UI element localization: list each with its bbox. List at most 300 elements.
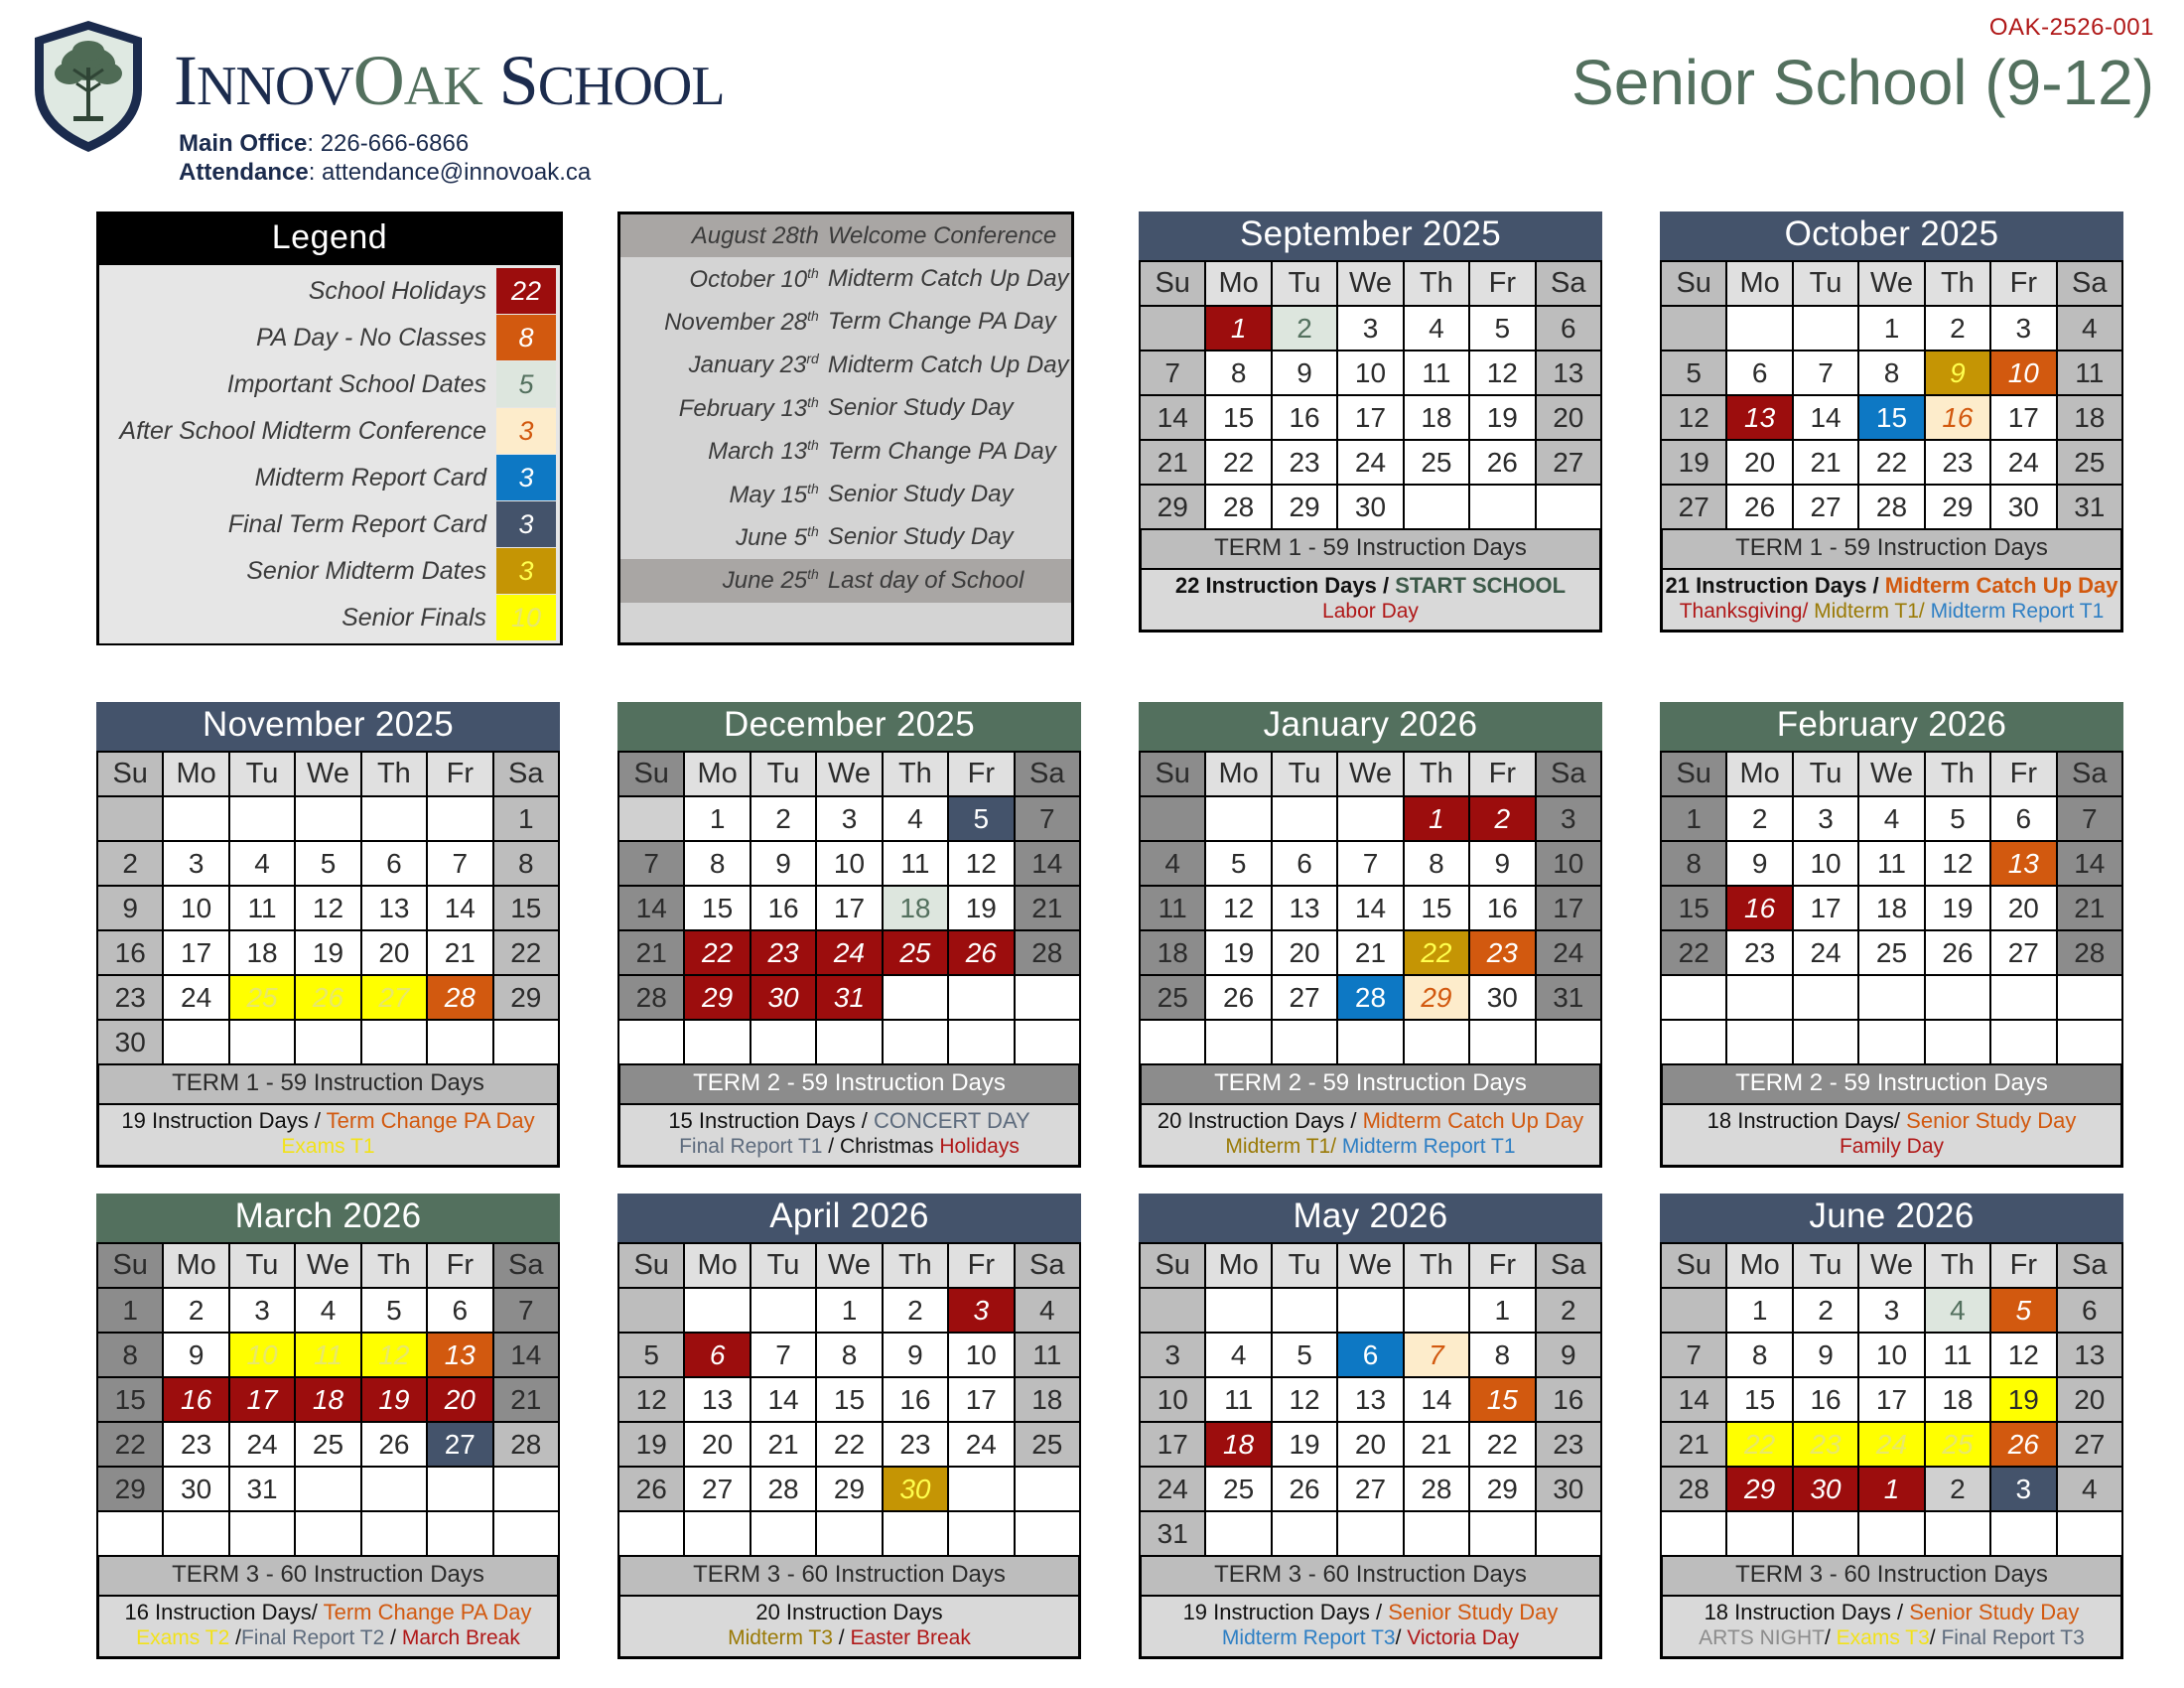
day-cell[interactable]: 5 [1925,796,1990,841]
day-cell[interactable]: 24 [1990,440,2056,485]
day-cell[interactable]: 23 [97,975,163,1020]
day-cell[interactable]: 26 [618,1467,684,1511]
day-cell[interactable]: 20 [1536,395,1601,440]
day-cell[interactable]: 24 [948,1422,1014,1467]
day-cell[interactable]: 28 [1015,930,1080,975]
day-cell[interactable]: 20 [361,930,427,975]
day-cell[interactable]: 6 [1272,841,1337,886]
day-cell[interactable]: 1 [97,1288,163,1333]
day-cell[interactable]: 3 [1140,1333,1205,1377]
day-cell[interactable]: 11 [883,841,948,886]
day-cell[interactable]: 18 [1015,1377,1080,1422]
day-cell[interactable]: 30 [1337,485,1403,529]
day-cell[interactable]: 29 [1925,485,1990,529]
day-cell[interactable]: 5 [1205,841,1271,886]
day-cell[interactable]: 25 [883,930,948,975]
day-cell[interactable]: 19 [1990,1377,2056,1422]
day-cell[interactable]: 30 [883,1467,948,1511]
day-cell[interactable]: 28 [1404,1467,1469,1511]
day-cell[interactable]: 21 [427,930,492,975]
day-cell[interactable]: 19 [1661,440,1726,485]
day-cell[interactable]: 25 [1925,1422,1990,1467]
day-cell[interactable]: 24 [1140,1467,1205,1511]
day-cell[interactable]: 8 [1205,351,1271,395]
day-cell[interactable]: 16 [163,1377,228,1422]
day-cell[interactable]: 8 [493,841,559,886]
day-cell[interactable]: 23 [883,1422,948,1467]
day-cell[interactable]: 27 [1793,485,1858,529]
day-cell[interactable]: 3 [1990,306,2056,351]
day-cell[interactable]: 17 [1140,1422,1205,1467]
day-cell[interactable]: 13 [1337,1377,1403,1422]
day-cell[interactable]: 12 [295,886,360,930]
day-cell[interactable]: 24 [816,930,882,975]
day-cell[interactable]: 11 [2057,351,2122,395]
day-cell[interactable]: 5 [948,796,1014,841]
day-cell[interactable]: 1 [1469,1288,1535,1333]
day-cell[interactable]: 5 [295,841,360,886]
day-cell[interactable]: 23 [1925,440,1990,485]
day-cell[interactable]: 12 [1272,1377,1337,1422]
day-cell[interactable]: 17 [1536,886,1601,930]
day-cell[interactable]: 4 [2057,306,2122,351]
day-cell[interactable]: 1 [1858,306,1924,351]
day-cell[interactable]: 21 [1015,886,1080,930]
day-cell[interactable]: 5 [1661,351,1726,395]
day-cell[interactable]: 24 [1337,440,1403,485]
day-cell[interactable]: 18 [1858,886,1924,930]
day-cell[interactable]: 1 [816,1288,882,1333]
day-cell[interactable]: 8 [1726,1333,1792,1377]
day-cell[interactable]: 4 [1140,841,1205,886]
day-cell[interactable]: 3 [163,841,228,886]
day-cell[interactable]: 7 [1015,796,1080,841]
day-cell[interactable]: 18 [1925,1377,1990,1422]
day-cell[interactable]: 31 [1140,1511,1205,1556]
day-cell[interactable]: 17 [229,1377,295,1422]
day-cell[interactable]: 9 [1272,351,1337,395]
day-cell[interactable]: 9 [97,886,163,930]
day-cell[interactable]: 14 [427,886,492,930]
day-cell[interactable]: 5 [1469,306,1535,351]
day-cell[interactable]: 12 [1205,886,1271,930]
day-cell[interactable]: 23 [1272,440,1337,485]
day-cell[interactable]: 21 [1793,440,1858,485]
day-cell[interactable]: 29 [1272,485,1337,529]
day-cell[interactable]: 18 [295,1377,360,1422]
day-cell[interactable]: 15 [1858,395,1924,440]
day-cell[interactable]: 25 [1140,975,1205,1020]
day-cell[interactable]: 26 [1272,1467,1337,1511]
day-cell[interactable]: 5 [1990,1288,2056,1333]
day-cell[interactable]: 11 [229,886,295,930]
day-cell[interactable]: 4 [1015,1288,1080,1333]
day-cell[interactable]: 26 [948,930,1014,975]
day-cell[interactable]: 20 [1726,440,1792,485]
day-cell[interactable]: 13 [427,1333,492,1377]
day-cell[interactable]: 17 [1990,395,2056,440]
day-cell[interactable]: 20 [684,1422,750,1467]
day-cell[interactable]: 11 [1015,1333,1080,1377]
day-cell[interactable]: 7 [1793,351,1858,395]
day-cell[interactable]: 10 [229,1333,295,1377]
day-cell[interactable]: 26 [1990,1422,2056,1467]
day-cell[interactable]: 3 [1337,306,1403,351]
day-cell[interactable]: 10 [1858,1333,1924,1377]
day-cell[interactable]: 6 [684,1333,750,1377]
day-cell[interactable]: 1 [493,796,559,841]
day-cell[interactable]: 31 [1536,975,1601,1020]
day-cell[interactable]: 15 [1726,1377,1792,1422]
day-cell[interactable]: 13 [2057,1333,2122,1377]
day-cell[interactable]: 14 [751,1377,816,1422]
day-cell[interactable]: 1 [684,796,750,841]
day-cell[interactable]: 15 [97,1377,163,1422]
day-cell[interactable]: 9 [883,1333,948,1377]
day-cell[interactable]: 19 [361,1377,427,1422]
day-cell[interactable]: 23 [163,1422,228,1467]
day-cell[interactable]: 28 [427,975,492,1020]
day-cell[interactable]: 14 [493,1333,559,1377]
day-cell[interactable]: 19 [1205,930,1271,975]
day-cell[interactable]: 16 [1536,1377,1601,1422]
day-cell[interactable]: 27 [427,1422,492,1467]
day-cell[interactable]: 12 [618,1377,684,1422]
day-cell[interactable]: 10 [816,841,882,886]
day-cell[interactable]: 19 [1272,1422,1337,1467]
day-cell[interactable]: 14 [1404,1377,1469,1422]
day-cell[interactable]: 28 [2057,930,2122,975]
day-cell[interactable]: 20 [2057,1377,2122,1422]
day-cell[interactable]: 25 [2057,440,2122,485]
day-cell[interactable]: 22 [816,1422,882,1467]
day-cell[interactable]: 28 [751,1467,816,1511]
day-cell[interactable]: 19 [1469,395,1535,440]
day-cell[interactable]: 3 [816,796,882,841]
day-cell[interactable]: 21 [1404,1422,1469,1467]
day-cell[interactable]: 16 [1726,886,1792,930]
day-cell[interactable]: 13 [1726,395,1792,440]
day-cell[interactable]: 30 [751,975,816,1020]
day-cell[interactable]: 27 [1272,975,1337,1020]
day-cell[interactable]: 24 [229,1422,295,1467]
day-cell[interactable]: 13 [1990,841,2056,886]
day-cell[interactable]: 6 [427,1288,492,1333]
day-cell[interactable]: 27 [361,975,427,1020]
day-cell[interactable]: 19 [295,930,360,975]
day-cell[interactable]: 21 [618,930,684,975]
day-cell[interactable]: 31 [816,975,882,1020]
day-cell[interactable]: 10 [163,886,228,930]
day-cell[interactable]: 15 [816,1377,882,1422]
day-cell[interactable]: 22 [493,930,559,975]
day-cell[interactable]: 26 [1469,440,1535,485]
day-cell[interactable]: 24 [1793,930,1858,975]
day-cell[interactable]: 2 [1536,1288,1601,1333]
day-cell[interactable]: 7 [1337,841,1403,886]
day-cell[interactable]: 2 [163,1288,228,1333]
day-cell[interactable]: 25 [229,975,295,1020]
day-cell[interactable]: 30 [1990,485,2056,529]
day-cell[interactable]: 18 [1205,1422,1271,1467]
day-cell[interactable]: 30 [1469,975,1535,1020]
day-cell[interactable]: 8 [1404,841,1469,886]
day-cell[interactable]: 26 [1205,975,1271,1020]
day-cell[interactable]: 11 [1404,351,1469,395]
day-cell[interactable]: 21 [2057,886,2122,930]
day-cell[interactable]: 6 [2057,1288,2122,1333]
day-cell[interactable]: 18 [2057,395,2122,440]
day-cell[interactable]: 28 [1337,975,1403,1020]
day-cell[interactable]: 12 [1925,841,1990,886]
day-cell[interactable]: 31 [2057,485,2122,529]
day-cell[interactable]: 18 [883,886,948,930]
day-cell[interactable]: 28 [1205,485,1271,529]
day-cell[interactable]: 25 [1015,1422,1080,1467]
day-cell[interactable]: 23 [1536,1422,1601,1467]
day-cell[interactable]: 16 [1793,1377,1858,1422]
day-cell[interactable]: 20 [1990,886,2056,930]
day-cell[interactable]: 14 [618,886,684,930]
day-cell[interactable]: 2 [1925,1467,1990,1511]
day-cell[interactable]: 4 [1925,1288,1990,1333]
day-cell[interactable]: 28 [1661,1467,1726,1511]
day-cell[interactable]: 14 [1793,395,1858,440]
day-cell[interactable]: 8 [1661,841,1726,886]
day-cell[interactable]: 15 [1205,395,1271,440]
day-cell[interactable]: 7 [1404,1333,1469,1377]
day-cell[interactable]: 14 [1140,395,1205,440]
day-cell[interactable]: 1 [1858,1467,1924,1511]
day-cell[interactable]: 3 [1990,1467,2056,1511]
day-cell[interactable]: 27 [2057,1422,2122,1467]
day-cell[interactable]: 4 [229,841,295,886]
day-cell[interactable]: 22 [684,930,750,975]
day-cell[interactable]: 8 [97,1333,163,1377]
day-cell[interactable]: 27 [1337,1467,1403,1511]
day-cell[interactable]: 3 [1858,1288,1924,1333]
day-cell[interactable]: 16 [751,886,816,930]
day-cell[interactable]: 10 [1337,351,1403,395]
day-cell[interactable]: 15 [1661,886,1726,930]
day-cell[interactable]: 22 [1404,930,1469,975]
day-cell[interactable]: 28 [1858,485,1924,529]
day-cell[interactable]: 25 [295,1422,360,1467]
day-cell[interactable]: 10 [1536,841,1601,886]
day-cell[interactable]: 7 [2057,796,2122,841]
day-cell[interactable]: 3 [948,1288,1014,1333]
day-cell[interactable]: 29 [97,1467,163,1511]
day-cell[interactable]: 10 [948,1333,1014,1377]
day-cell[interactable]: 29 [1469,1467,1535,1511]
day-cell[interactable]: 7 [751,1333,816,1377]
day-cell[interactable]: 16 [883,1377,948,1422]
day-cell[interactable]: 2 [97,841,163,886]
day-cell[interactable]: 30 [163,1467,228,1511]
day-cell[interactable]: 2 [1272,306,1337,351]
day-cell[interactable]: 9 [1469,841,1535,886]
day-cell[interactable]: 8 [1858,351,1924,395]
day-cell[interactable]: 8 [684,841,750,886]
day-cell[interactable]: 24 [1858,1422,1924,1467]
day-cell[interactable]: 29 [1726,1467,1792,1511]
day-cell[interactable]: 12 [1469,351,1535,395]
day-cell[interactable]: 24 [163,975,228,1020]
day-cell[interactable]: 2 [1726,796,1792,841]
day-cell[interactable]: 22 [1858,440,1924,485]
day-cell[interactable]: 16 [1469,886,1535,930]
day-cell[interactable]: 20 [427,1377,492,1422]
day-cell[interactable]: 15 [1469,1377,1535,1422]
day-cell[interactable]: 4 [1404,306,1469,351]
day-cell[interactable]: 19 [618,1422,684,1467]
day-cell[interactable]: 13 [1536,351,1601,395]
day-cell[interactable]: 25 [1404,440,1469,485]
day-cell[interactable]: 17 [948,1377,1014,1422]
day-cell[interactable]: 14 [2057,841,2122,886]
day-cell[interactable]: 27 [1990,930,2056,975]
day-cell[interactable]: 17 [1337,395,1403,440]
day-cell[interactable]: 18 [1140,930,1205,975]
day-cell[interactable]: 27 [1661,485,1726,529]
day-cell[interactable]: 11 [1858,841,1924,886]
day-cell[interactable]: 17 [1793,886,1858,930]
day-cell[interactable]: 22 [1661,930,1726,975]
day-cell[interactable]: 30 [97,1020,163,1064]
day-cell[interactable]: 21 [493,1377,559,1422]
day-cell[interactable]: 17 [1858,1377,1924,1422]
day-cell[interactable]: 29 [684,975,750,1020]
day-cell[interactable]: 22 [1469,1422,1535,1467]
day-cell[interactable]: 1 [1661,796,1726,841]
day-cell[interactable]: 2 [883,1288,948,1333]
day-cell[interactable]: 8 [1469,1333,1535,1377]
day-cell[interactable]: 7 [493,1288,559,1333]
day-cell[interactable]: 1 [1205,306,1271,351]
day-cell[interactable]: 28 [618,975,684,1020]
day-cell[interactable]: 3 [229,1288,295,1333]
day-cell[interactable]: 23 [1469,930,1535,975]
day-cell[interactable]: 1 [1726,1288,1792,1333]
day-cell[interactable]: 2 [1925,306,1990,351]
day-cell[interactable]: 17 [816,886,882,930]
day-cell[interactable]: 3 [1793,796,1858,841]
day-cell[interactable]: 23 [1726,930,1792,975]
day-cell[interactable]: 6 [1337,1333,1403,1377]
day-cell[interactable]: 7 [618,841,684,886]
day-cell[interactable]: 8 [816,1333,882,1377]
day-cell[interactable]: 29 [493,975,559,1020]
day-cell[interactable]: 13 [361,886,427,930]
day-cell[interactable]: 15 [493,886,559,930]
day-cell[interactable]: 23 [1793,1422,1858,1467]
day-cell[interactable]: 10 [1793,841,1858,886]
day-cell[interactable]: 13 [1272,886,1337,930]
day-cell[interactable]: 19 [1925,886,1990,930]
day-cell[interactable]: 9 [1726,841,1792,886]
day-cell[interactable]: 25 [1858,930,1924,975]
day-cell[interactable]: 6 [1990,796,2056,841]
day-cell[interactable]: 1 [1404,796,1469,841]
day-cell[interactable]: 16 [1925,395,1990,440]
day-cell[interactable]: 3 [1536,796,1601,841]
day-cell[interactable]: 29 [816,1467,882,1511]
day-cell[interactable]: 25 [1205,1467,1271,1511]
day-cell[interactable]: 12 [1661,395,1726,440]
day-cell[interactable]: 21 [1337,930,1403,975]
day-cell[interactable]: 5 [361,1288,427,1333]
day-cell[interactable]: 21 [1140,440,1205,485]
day-cell[interactable]: 2 [1793,1288,1858,1333]
day-cell[interactable]: 22 [97,1422,163,1467]
day-cell[interactable]: 2 [751,796,816,841]
day-cell[interactable]: 20 [1337,1422,1403,1467]
day-cell[interactable]: 16 [97,930,163,975]
day-cell[interactable]: 5 [1272,1333,1337,1377]
day-cell[interactable]: 30 [1536,1467,1601,1511]
day-cell[interactable]: 30 [1793,1467,1858,1511]
day-cell[interactable]: 15 [1404,886,1469,930]
day-cell[interactable]: 27 [1536,440,1601,485]
day-cell[interactable]: 9 [751,841,816,886]
day-cell[interactable]: 13 [684,1377,750,1422]
day-cell[interactable]: 24 [1536,930,1601,975]
day-cell[interactable]: 7 [1661,1333,1726,1377]
day-cell[interactable]: 11 [1140,886,1205,930]
day-cell[interactable]: 12 [361,1333,427,1377]
day-cell[interactable]: 18 [229,930,295,975]
day-cell[interactable]: 23 [751,930,816,975]
day-cell[interactable]: 16 [1272,395,1337,440]
day-cell[interactable]: 22 [1726,1422,1792,1467]
day-cell[interactable]: 11 [295,1333,360,1377]
day-cell[interactable]: 19 [948,886,1014,930]
day-cell[interactable]: 18 [1404,395,1469,440]
day-cell[interactable]: 12 [948,841,1014,886]
day-cell[interactable]: 26 [361,1422,427,1467]
day-cell[interactable]: 26 [1925,930,1990,975]
day-cell[interactable]: 17 [163,930,228,975]
day-cell[interactable]: 4 [1858,796,1924,841]
day-cell[interactable]: 22 [1205,440,1271,485]
day-cell[interactable]: 21 [1661,1422,1726,1467]
day-cell[interactable]: 21 [751,1422,816,1467]
day-cell[interactable]: 11 [1925,1333,1990,1377]
day-cell[interactable]: 29 [1140,485,1205,529]
day-cell[interactable]: 20 [1272,930,1337,975]
day-cell[interactable]: 9 [163,1333,228,1377]
day-cell[interactable]: 14 [1661,1377,1726,1422]
day-cell[interactable]: 28 [493,1422,559,1467]
day-cell[interactable]: 10 [1990,351,2056,395]
day-cell[interactable]: 14 [1015,841,1080,886]
day-cell[interactable]: 27 [684,1467,750,1511]
day-cell[interactable]: 9 [1536,1333,1601,1377]
day-cell[interactable]: 26 [295,975,360,1020]
day-cell[interactable]: 7 [427,841,492,886]
day-cell[interactable]: 14 [1337,886,1403,930]
day-cell[interactable]: 4 [295,1288,360,1333]
day-cell[interactable]: 11 [1205,1377,1271,1422]
day-cell[interactable]: 12 [1990,1333,2056,1377]
day-cell[interactable]: 4 [2057,1467,2122,1511]
day-cell[interactable]: 29 [1404,975,1469,1020]
day-cell[interactable]: 6 [1726,351,1792,395]
day-cell[interactable]: 4 [1205,1333,1271,1377]
day-cell[interactable]: 7 [1140,351,1205,395]
day-cell[interactable]: 6 [1536,306,1601,351]
day-cell[interactable]: 9 [1925,351,1990,395]
